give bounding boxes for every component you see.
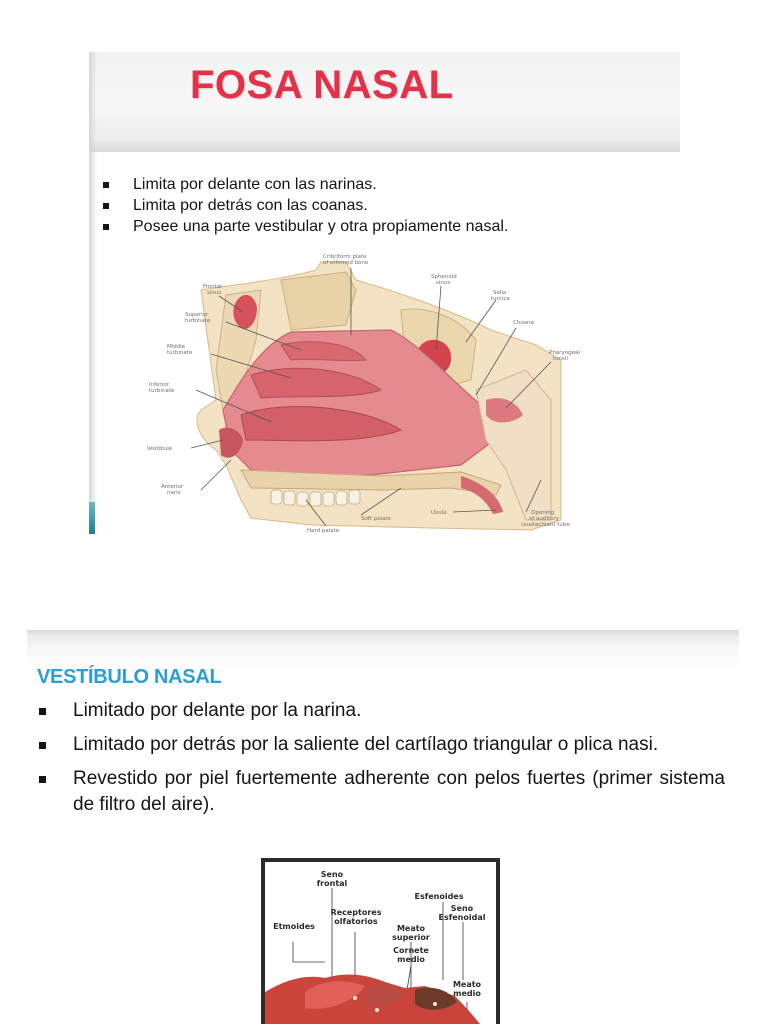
list-item-text: Limitado por delante por la narina. (73, 700, 362, 721)
label-cribriform: Cribriform plate (323, 254, 367, 260)
label-middle-turbinate-2: turbinate (167, 350, 193, 356)
slide-edge-shadow (89, 52, 97, 534)
receptor-dot (353, 996, 357, 1000)
bullet-icon (103, 203, 109, 209)
label-seno-esfenoidal: Seno Esfenoidal (438, 904, 486, 922)
list-item-text: Limita por detrás con las coanas. (133, 197, 368, 214)
slide-title: FOSA NASAL (190, 63, 454, 107)
label-soft-palate: Soft palate (361, 516, 391, 522)
label-sphenoid-sinus: Sphenoid (431, 274, 457, 280)
list-item (37, 698, 725, 724)
label-opening-2: of auditory (529, 516, 559, 522)
label-vestibule: Vestibule (147, 446, 173, 452)
label-esfenoides: Esfenoides (414, 892, 464, 901)
teeth (271, 490, 360, 506)
list-item (37, 766, 725, 818)
label-pharyngeal-tonsil: Pharyngeal (549, 350, 580, 356)
label-hard-palate: Hard palate (307, 528, 340, 534)
receptor-dot (433, 1002, 437, 1006)
label-opening-3: (eustachian) tube (521, 522, 570, 528)
label-sella: Sella (493, 290, 507, 296)
label-uvula: Uvula (431, 510, 447, 516)
label-sella-2: turcica (491, 296, 510, 302)
label-receptores: Receptores olfatorios (330, 908, 382, 926)
label-pharyngeal-tonsil-2: tonsil (553, 356, 568, 362)
label-meato-superior: Meato superior (392, 924, 430, 942)
slide-fosa-nasal (89, 52, 680, 534)
label-inferior-turbinate: Inferior (149, 382, 169, 388)
label-anterior-naris: Anterior (161, 484, 184, 490)
bullet-icon (103, 224, 109, 230)
list-item-text: Posee una parte vestibular y otra propiamente nasal. (133, 218, 509, 235)
list-item (103, 195, 508, 216)
label-sphenoid-sinus-2: sinus (436, 280, 451, 286)
anatomy-figure-canvas (265, 862, 496, 1024)
slide-edge-accent (89, 502, 95, 534)
label-cornete-medio: Cornete medio (393, 946, 429, 964)
label-superior-turbinate: Superior (185, 312, 209, 318)
label-anterior-naris-2: naris (167, 490, 181, 496)
label-superior-turbinate-2: turbinate (185, 318, 211, 324)
list-item-text: Revestido por piel fuertemente adherente con pelos fuertes (primer sistema de filtro del aire). (73, 768, 725, 815)
list-item-text: Limitado por detrás por la saliente del cartílago triangular o plica nasi. (73, 734, 659, 755)
label-middle-turbinate: Middle (167, 344, 186, 350)
bullet-list (37, 698, 725, 826)
label-opening: Opening (531, 510, 555, 516)
ethmoid-bone (281, 272, 356, 330)
bullet-icon (39, 708, 46, 715)
bullet-icon (39, 742, 46, 749)
label-cribriform-2: of ethmoid bone (323, 260, 369, 266)
bullet-list (103, 174, 508, 237)
sinus-diagram (265, 862, 496, 1024)
list-item (103, 174, 508, 195)
list-item-text: Limita por delante con las narinas. (133, 176, 377, 193)
anatomy-figure (261, 858, 500, 1024)
label-choana: Choana (513, 320, 534, 326)
slide-vestibulo-nasal (27, 630, 739, 1024)
label-etmoides: Etmoides (273, 922, 315, 931)
list-item (37, 732, 725, 758)
label-meato-medio: Meato medio (452, 980, 482, 998)
receptor-dot (375, 1008, 379, 1012)
list-item (103, 216, 508, 237)
label-inferior-turbinate-2: turbinate (149, 388, 175, 394)
nasal-cavity-diagram (131, 250, 601, 534)
slide-title: VESTÍBULO NASAL (37, 666, 222, 688)
label-frontal-sinus-2: sinus (207, 290, 222, 296)
label-frontal-sinus: Frontal (203, 284, 222, 290)
bullet-icon (39, 776, 46, 783)
label-seno-frontal: Seno frontal (316, 870, 348, 888)
bullet-icon (103, 182, 109, 188)
